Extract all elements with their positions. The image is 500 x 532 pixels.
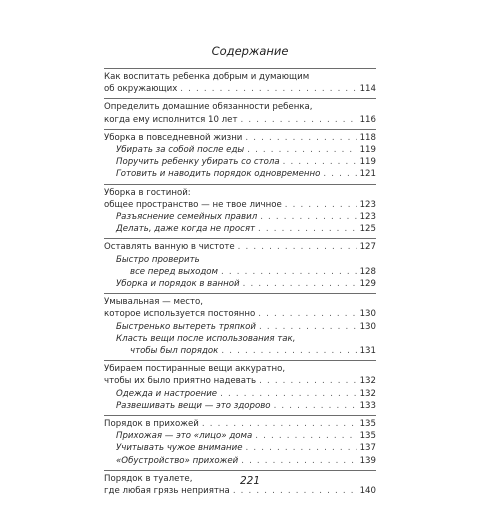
toc-subentry bbox=[104, 345, 376, 357]
toc-entry bbox=[104, 296, 376, 308]
dot-leader bbox=[247, 144, 356, 156]
toc-entry bbox=[104, 363, 376, 375]
toc-page-number: 119 bbox=[359, 157, 376, 168]
dot-leader bbox=[243, 278, 357, 290]
toc-page-number: 135 bbox=[359, 431, 376, 442]
toc-subentry bbox=[104, 442, 376, 454]
toc-entry-text: Поручить ребенку убирать со стола bbox=[116, 157, 280, 168]
toc-entry-text: где любая грязь неприятна bbox=[104, 486, 230, 497]
toc-entry-text: которое используется постоянно bbox=[104, 309, 256, 320]
toc-entry-text: Определить домашние обязанности ребенка, bbox=[104, 102, 313, 113]
toc-entry bbox=[104, 83, 376, 95]
toc-entry-text: Прихожая — это «лицо» дома bbox=[116, 431, 253, 442]
dot-leader bbox=[240, 114, 356, 126]
toc-section bbox=[104, 98, 376, 128]
dot-leader bbox=[221, 266, 357, 278]
dot-leader bbox=[221, 345, 356, 357]
toc-subentry bbox=[104, 156, 376, 168]
toc-subentry bbox=[104, 144, 376, 156]
toc-page-number: 130 bbox=[359, 321, 376, 332]
toc-entry-text: когда ему исполнится 10 лет bbox=[104, 114, 238, 125]
dot-leader bbox=[258, 308, 356, 320]
toc-entry-text: Одежда и настроение bbox=[116, 388, 218, 399]
toc-subentry bbox=[104, 168, 376, 180]
toc-entry-text: все перед выходом bbox=[130, 266, 219, 277]
toc-entry-text: чтобы был порядок bbox=[130, 346, 219, 357]
toc-page-number: 118 bbox=[359, 132, 376, 143]
toc-page-number: 131 bbox=[359, 346, 376, 357]
toc-entry bbox=[104, 241, 376, 253]
toc-section bbox=[104, 129, 376, 184]
toc-entry-text: Класть вещи после использования так, bbox=[116, 333, 296, 344]
toc-page-number: 121 bbox=[359, 169, 376, 180]
dot-leader bbox=[259, 375, 357, 387]
toc-entry bbox=[104, 101, 376, 113]
toc-entry-text: Уборка в гостиной: bbox=[104, 187, 191, 198]
dot-leader bbox=[241, 455, 356, 467]
toc-entry-text: чтобы их было приятно надевать bbox=[104, 376, 257, 387]
dot-leader bbox=[220, 388, 356, 400]
dot-leader bbox=[274, 400, 357, 412]
toc-page-number: 133 bbox=[359, 400, 376, 411]
toc-entry bbox=[104, 308, 376, 320]
toc-entry-text: Умывальная — место, bbox=[104, 297, 203, 308]
dot-leader bbox=[259, 321, 357, 333]
toc-entry-text: Убираем постиранные вещи аккуратно, bbox=[104, 364, 286, 375]
toc-page-number: 132 bbox=[359, 388, 376, 399]
toc-entry-text: Уборка в повседневной жизни bbox=[104, 132, 243, 143]
toc-entry-text: Порядок в туалете, bbox=[104, 473, 193, 484]
dot-leader bbox=[323, 168, 356, 180]
toc-entry bbox=[104, 132, 376, 144]
table-of-contents bbox=[104, 68, 376, 500]
toc-page-number: 123 bbox=[359, 212, 376, 223]
dot-leader bbox=[285, 199, 357, 211]
toc-subentry bbox=[104, 388, 376, 400]
toc-page-number: 135 bbox=[359, 419, 376, 430]
dot-leader bbox=[238, 241, 357, 253]
toc-entry-text: Делать, даже когда не просят bbox=[116, 224, 256, 235]
toc-page-number: 127 bbox=[359, 242, 376, 253]
toc-entry-text: Быстро проверить bbox=[116, 254, 200, 265]
toc-page-number: 114 bbox=[359, 84, 376, 95]
toc-subentry bbox=[104, 400, 376, 412]
toc-entry bbox=[104, 71, 376, 83]
dot-leader bbox=[283, 156, 357, 168]
toc-entry bbox=[104, 114, 376, 126]
toc-page-number: 137 bbox=[359, 443, 376, 454]
toc-entry bbox=[104, 187, 376, 199]
toc-page-number: 132 bbox=[359, 376, 376, 387]
toc-subentry bbox=[104, 254, 376, 266]
toc-entry bbox=[104, 375, 376, 387]
dot-leader bbox=[202, 418, 357, 430]
toc-subentry bbox=[104, 266, 376, 278]
toc-entry-text: Готовить и наводить порядок одновременно bbox=[116, 169, 321, 180]
toc-entry-text: Уборка и порядок в ванной bbox=[116, 279, 240, 290]
toc-page-number: 128 bbox=[359, 266, 376, 277]
toc-entry-text: об окружающих bbox=[104, 84, 178, 95]
dot-leader bbox=[245, 132, 356, 144]
page-number: 221 bbox=[239, 475, 261, 487]
dot-leader bbox=[180, 83, 356, 95]
toc-section bbox=[104, 238, 376, 293]
toc-section bbox=[104, 360, 376, 415]
toc-entry-text: Порядок в прихожей bbox=[104, 419, 199, 430]
toc-subentry bbox=[104, 278, 376, 290]
toc-entry-text: Учитывать чужое внимание bbox=[116, 443, 243, 454]
toc-page-number: 116 bbox=[359, 114, 376, 125]
toc-entry-text: Развешивать вещи — это здорово bbox=[116, 400, 271, 411]
toc-entry-text: Быстренько вытереть тряпкой bbox=[116, 321, 256, 332]
toc-section bbox=[104, 293, 376, 360]
toc-page-number: 119 bbox=[359, 145, 376, 156]
toc-page-number: 139 bbox=[359, 455, 376, 466]
toc-page-number: 140 bbox=[359, 486, 376, 497]
toc-subentry bbox=[104, 430, 376, 442]
toc-entry-text: общее пространство — не твое личное bbox=[104, 199, 282, 210]
toc-subentry bbox=[104, 455, 376, 467]
toc-subentry bbox=[104, 223, 376, 235]
toc-page-number: 130 bbox=[359, 309, 376, 320]
toc-entry-text: «Обустройство» прихожей bbox=[116, 455, 239, 466]
toc-subentry bbox=[104, 333, 376, 345]
toc-entry-text: Убирать за собой после еды bbox=[116, 145, 245, 156]
toc-entry-text: Как воспитать ребенка добрым и думающим bbox=[104, 72, 310, 82]
dot-leader bbox=[255, 430, 356, 442]
toc-entry-text: Оставлять ванную в чистоте bbox=[104, 242, 235, 253]
page-title: Содержание bbox=[211, 44, 289, 58]
dot-leader bbox=[260, 211, 356, 223]
toc-section bbox=[104, 68, 376, 98]
toc-subentry bbox=[104, 321, 376, 333]
dot-leader bbox=[258, 223, 357, 235]
toc-entry-text: Разъяснение семейных правил bbox=[116, 212, 258, 223]
toc-page-number: 129 bbox=[359, 279, 376, 290]
toc-entry bbox=[104, 418, 376, 430]
toc-page-number: 125 bbox=[359, 224, 376, 235]
toc-section bbox=[104, 415, 376, 470]
toc-page-number: 123 bbox=[359, 199, 376, 210]
toc-entry bbox=[104, 199, 376, 211]
toc-subentry bbox=[104, 211, 376, 223]
dot-leader bbox=[246, 442, 357, 454]
toc-section bbox=[104, 184, 376, 239]
